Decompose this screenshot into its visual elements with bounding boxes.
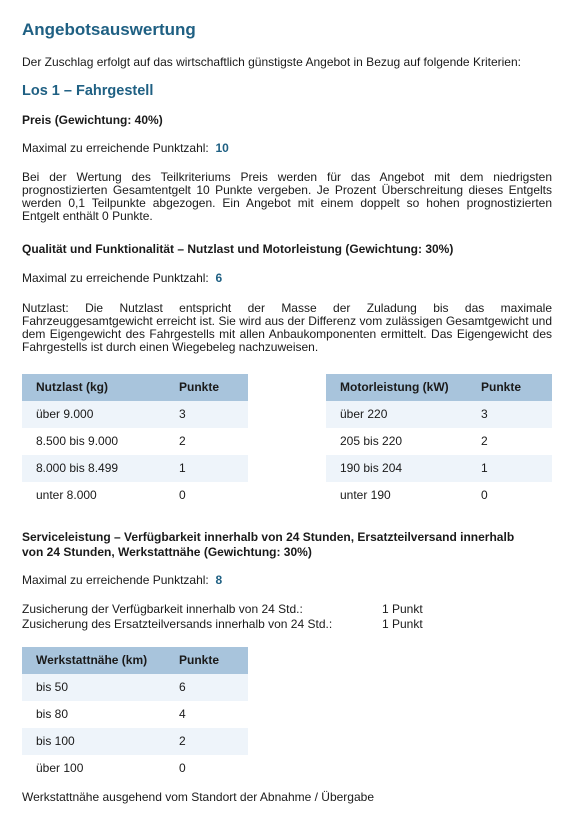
table-row — [326, 482, 552, 509]
intro-text: Der Zuschlag erfolgt auf das wirtschaftlich günstigste Angebot in Bezug auf folgende Kriterien: — [22, 55, 521, 69]
table-cell: 8.000 bis 8.499 — [22, 455, 165, 482]
table-header-row — [22, 374, 248, 401]
service-item-value: 1 Punkt — [382, 617, 423, 631]
table-cell: unter 8.000 — [22, 482, 165, 509]
price-description: Bei der Wertung des Teilkriteriums Preis werden für das Angebot mit dem niedrigsten prognostizierten Gesamtentgelt 10 Punkte vergeben. Je Prozent Überschreitung dieses Entgelts werden 0,1 Teilpunkte abgezogen. Ein Angebot mit einem doppelt so hohen prognostizierten Entgelt enthält 0 Punkte. — [22, 170, 552, 223]
service-max-points — [22, 574, 222, 587]
max-points-value: 8 — [215, 573, 223, 587]
table-cell: 3 — [165, 401, 248, 428]
quality-description: Nutzlast: Die Nutzlast entspricht der Masse der Zuladung bis das maximale Fahrzeuggesamtgewicht erreicht ist. Sie wird aus der Differenz vom zulässigen Gesamtgewicht und dem Eigengewicht des Fahrgestells mit allen Anbaukomponenten ermittelt. Das Eigengewicht des Fahrgestells ist durch einen Wiegebeleg nachzuweisen. — [22, 301, 552, 354]
table-cell: 8.500 bis 9.000 — [22, 428, 165, 455]
service-note: Werkstattnähe ausgehend vom Standort der Abnahme / Übergabe — [22, 790, 375, 804]
table-cell: bis 100 — [22, 728, 165, 755]
table-cell: 205 bis 220 — [326, 428, 467, 455]
table-header: Punkte — [467, 374, 552, 401]
table-cell: über 220 — [326, 401, 467, 428]
table-cell: über 9.000 — [22, 401, 165, 428]
max-points-label: Maximal zu erreichende Punktzahl: — [22, 573, 209, 587]
table-row — [22, 701, 248, 728]
table-header: Punkte — [165, 374, 248, 401]
max-points-value: 6 — [215, 271, 223, 285]
table-header: Nutzlast (kg) — [22, 374, 165, 401]
max-points-label: Maximal zu erreichende Punktzahl: — [22, 141, 209, 155]
table-cell: 2 — [165, 728, 248, 755]
table-row — [22, 401, 248, 428]
table-cell: 3 — [467, 401, 552, 428]
table-row — [22, 728, 248, 755]
quality-heading: Qualität und Funktionalität – Nutzlast und Motorleistung (Gewichtung: 30%) — [22, 242, 454, 256]
service-heading-line2: von 24 Stunden, Werkstattnähe (Gewichtung: 30%) — [22, 545, 312, 559]
max-points-value: 10 — [215, 141, 229, 155]
table-row — [22, 428, 248, 455]
table-cell: 1 — [165, 455, 248, 482]
table-row — [22, 455, 248, 482]
service-item-label: Zusicherung der Verfügbarkeit innerhalb von 24 Std.: — [22, 602, 303, 616]
max-points-label: Maximal zu erreichende Punktzahl: — [22, 271, 209, 285]
table-cell: bis 80 — [22, 701, 165, 728]
table-header-row — [22, 647, 248, 674]
page-title: Angebotsauswertung — [22, 20, 196, 39]
table-cell: unter 190 — [326, 482, 467, 509]
quality-max-points — [22, 272, 222, 285]
payload-table — [22, 374, 248, 509]
table-cell: 2 — [467, 428, 552, 455]
table-cell: bis 50 — [22, 674, 165, 701]
table-row — [22, 482, 248, 509]
price-max-points — [22, 142, 229, 155]
service-item-label: Zusicherung des Ersatzteilversands innerhalb von 24 Std.: — [22, 617, 333, 631]
table-row — [22, 674, 248, 701]
table-cell: 6 — [165, 674, 248, 701]
table-cell: 4 — [165, 701, 248, 728]
table-row — [326, 428, 552, 455]
lot-title: Los 1 – Fahrgestell — [22, 83, 154, 99]
service-heading-line1: Serviceleistung – Verfügbarkeit innerhalb von 24 Stunden, Ersatzteilversand innerhalb — [22, 530, 515, 544]
table-header-row — [326, 374, 552, 401]
price-heading: Preis (Gewichtung: 40%) — [22, 113, 163, 127]
table-cell: 190 bis 204 — [326, 455, 467, 482]
table-row — [326, 401, 552, 428]
table-cell: 1 — [467, 455, 552, 482]
table-cell: über 100 — [22, 755, 165, 782]
table-cell: 0 — [165, 755, 248, 782]
table-row — [326, 455, 552, 482]
table-row — [22, 755, 248, 782]
distance-table — [22, 647, 248, 782]
table-header: Motorleistung (kW) — [326, 374, 467, 401]
table-cell: 0 — [165, 482, 248, 509]
table-cell: 2 — [165, 428, 248, 455]
table-header: Punkte — [165, 647, 248, 674]
power-table — [326, 374, 552, 509]
table-header: Werkstattnähe (km) — [22, 647, 165, 674]
table-cell: 0 — [467, 482, 552, 509]
service-item-value: 1 Punkt — [382, 602, 423, 616]
